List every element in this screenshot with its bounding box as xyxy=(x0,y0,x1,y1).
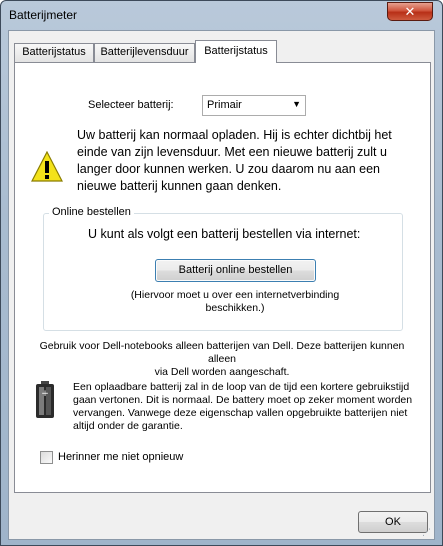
warning-line: langer door kunnen werken. U zou daarom nu aan een xyxy=(77,162,380,176)
tab-panel xyxy=(14,62,431,493)
battery-info-line: vervangen. Vanwege deze eigenschap vallen opgebruikte batterijen niet xyxy=(73,407,408,419)
dont-remind-label[interactable]: Herinner me niet opnieuw xyxy=(58,451,184,463)
close-icon: ✕ xyxy=(404,4,416,19)
battery-info-line: gaan vertonen. Dit is normaal. De battery moet op zeker moment worden xyxy=(73,394,413,406)
order-button-label: Batterij online bestellen xyxy=(178,264,293,276)
dell-note-line: Gebruik voor Dell-notebooks alleen batterijen van Dell. Deze batterijen kunnen alleen xyxy=(39,340,405,365)
tab-batterijlevensduur[interactable] xyxy=(94,43,195,62)
dialog-client-area xyxy=(8,30,435,540)
warning-message xyxy=(77,127,392,195)
svg-text:+: + xyxy=(41,389,49,399)
internet-note-line: beschikken.) xyxy=(205,302,265,314)
battery-select-value: Primair xyxy=(207,99,242,111)
dont-remind-checkbox[interactable] xyxy=(40,451,53,464)
online-order-legend: Online bestellen xyxy=(49,206,134,218)
tab-batterijstatus-active[interactable] xyxy=(195,40,277,63)
battery-icon xyxy=(35,381,55,419)
online-order-text: U kunt als volgt een batterij bestellen via internet: xyxy=(88,227,361,241)
dell-note xyxy=(29,340,415,379)
close-button[interactable] xyxy=(387,2,433,21)
tab-label: Batterijstatus xyxy=(22,46,86,58)
resize-grip-icon[interactable]: ⋰ xyxy=(422,527,431,537)
title-bar[interactable] xyxy=(1,1,442,29)
internet-note xyxy=(115,289,355,315)
tab-batterijstatus[interactable] xyxy=(14,43,94,62)
warning-icon xyxy=(31,151,63,183)
select-battery-label: Selecteer batterij: xyxy=(88,99,174,111)
window-title: Batterijmeter xyxy=(9,8,78,22)
warning-line: Uw batterij kan normaal opladen. Hij is echter dichtbij het xyxy=(77,128,392,142)
warning-line: einde van zijn levensduur. Met een nieuwe batterij zult u xyxy=(77,145,387,159)
internet-note-line: (Hiervoor moet u over een internetverbinding xyxy=(130,289,340,301)
ok-button-label: OK xyxy=(385,516,401,528)
battery-info-line: Een oplaadbare batterij zal in de loop van de tijd een kortere gebruikstijd xyxy=(73,381,410,393)
chevron-down-icon: ▼ xyxy=(292,99,301,109)
tab-label: Batterijstatus xyxy=(204,45,268,57)
tab-label: Batterijlevensduur xyxy=(100,46,189,58)
battery-info-text xyxy=(73,381,412,433)
battery-info-line: altijd onder de garantie. xyxy=(73,420,183,432)
order-battery-online-button[interactable] xyxy=(155,259,316,282)
dell-note-line: via Dell worden aangeschaft. xyxy=(154,366,290,378)
ok-button[interactable] xyxy=(358,511,428,533)
battery-select[interactable] xyxy=(202,95,306,116)
warning-line: nieuwe batterij kunnen gaan denken. xyxy=(77,179,282,193)
